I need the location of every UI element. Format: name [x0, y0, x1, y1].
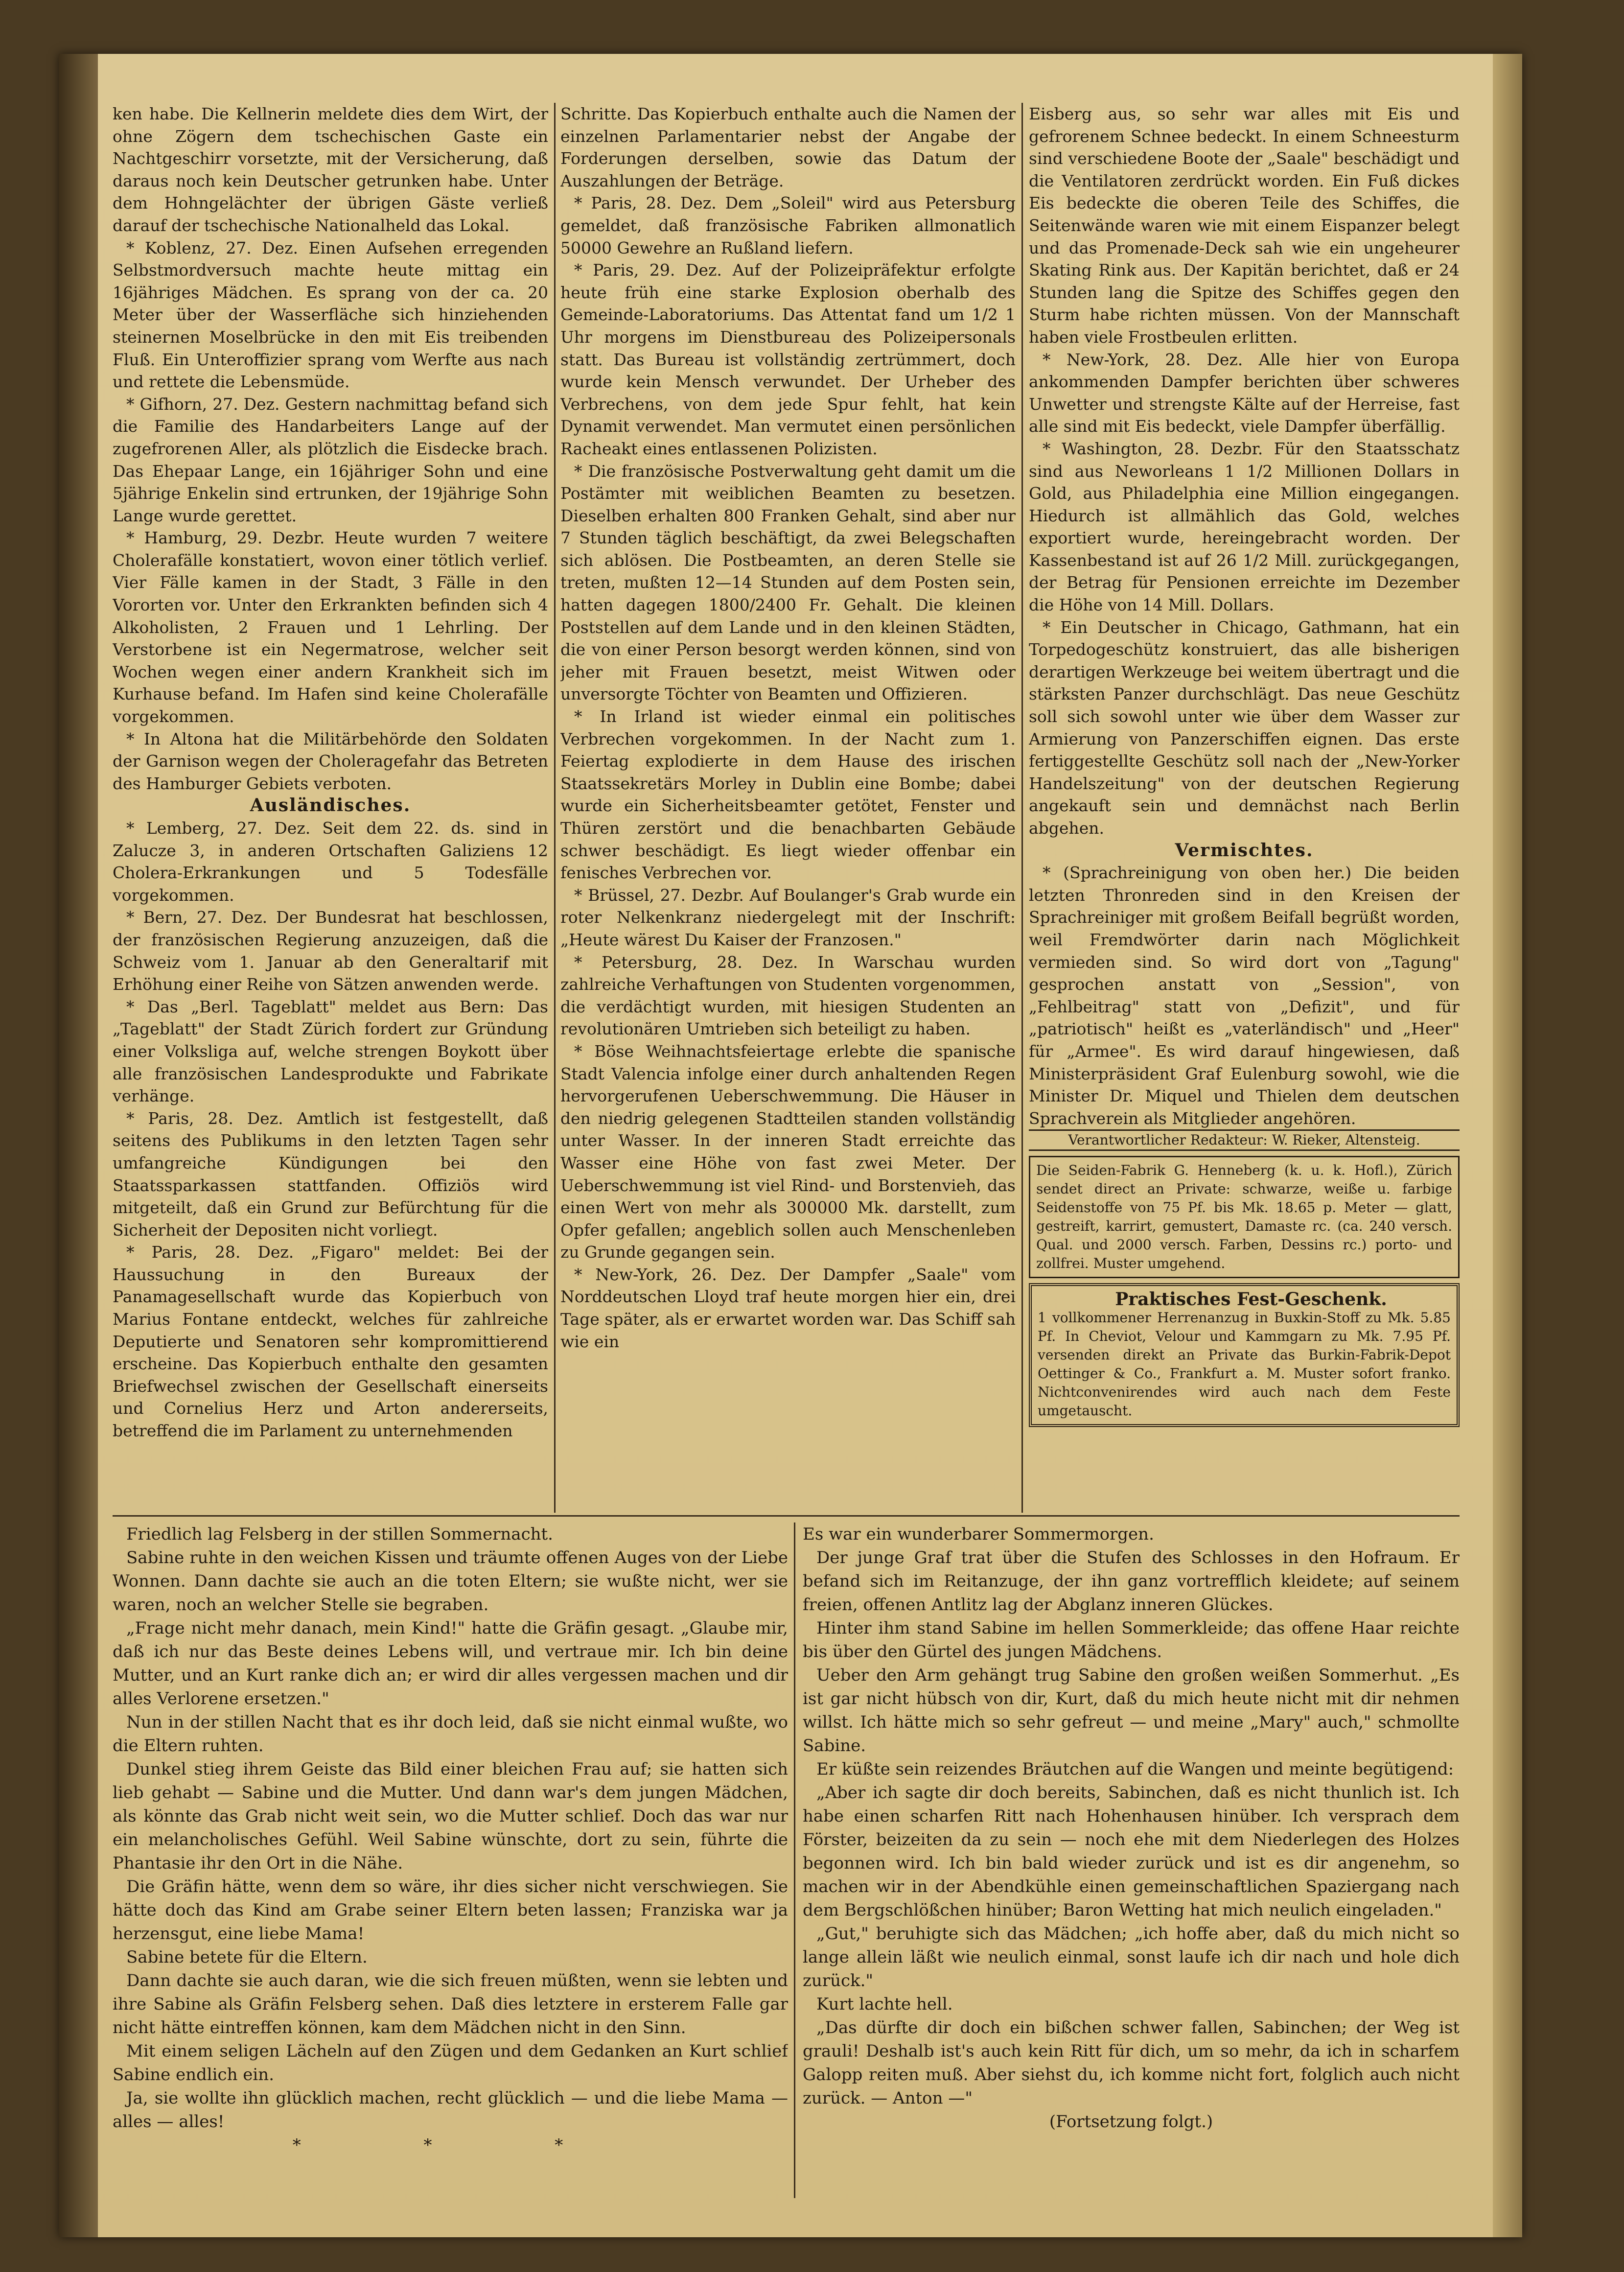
ad-title: Praktisches Fest-Geschenk. — [1115, 1289, 1387, 1310]
article-paris-1: * Paris, 28. Dez. Amtlich ist festgestellt, daß seitens des Publikums in den letzten Tagen sehr umfangreiche Kündigungen bei den Staatssparkassen stattfanden. Offiziös wird mitgeteilt, daß ein Grund zur Befürchtung für die Sicherheit der Depositen nicht vorliegt. — [113, 1108, 548, 1240]
article-koblenz: * Koblenz, 27. Dez. Einen Aufsehen erregenden Selbstmordversuch machte heute mittag ein 16jähriges Mädchen. Es sprang von der ca. 20 Meter über der Wasserfläche sich hinziehenden steinernen Moselbrücke in den mit Eis treibenden Fluß. Ein Unteroffizier sprang vom Werfte aus nach und rettete die Lebensmüde. — [113, 238, 548, 392]
article-bruessel: * Brüssel, 27. Dezbr. Auf Boulanger's Grab wurde ein roter Nelkenkranz niedergelegt mit der Inschrift: „Heute wärest Du Kaiser der Franzosen." — [560, 885, 1016, 949]
story-paragraph: Kurt lachte hell. — [816, 1994, 953, 2014]
article-paris-explosion: * Paris, 29. Dez. Auf der Polizeipräfektur erfolgte heute früh eine starke Explosion oberhalb des Gemeinde-Laboratoriums. Das Attentat fand um 1/2 1 Uhr morgens im Dienstbureau des Polizeipersonals statt. Das Bureau ist vollständig zertrümmert, doch wurde kein Mensch verwundet. Der Urheber des Verbrechens, von dem jede Spur fehlt, hat kein Dynamit verwendet. Man vermutet einen persönlichen Racheakt eines entlassenen Polizisten. — [560, 260, 1016, 458]
story-paragraph: Die Gräfin hätte, wenn dem so wäre, ihr dies sicher nicht verschwiegen. Sie hätte doch das Kind am Grabe seiner Eltern beten lassen; Franziska war ja herzensgut, eine liebe Mama! — [113, 1877, 788, 1944]
editor-line: Verantwortlicher Redakteur: W. Rieker, Altensteig. — [1029, 1129, 1460, 1151]
article-altona: * In Altona hat die Militärbehörde den Soldaten der Garnison wegen der Choleragefahr das Betreten des Hamburger Gebiets verboten. — [113, 729, 548, 793]
column-divider — [554, 103, 556, 1513]
article-new-york-1: * New-York, 26. Dez. Der Dampfer „Saale" vom Norddeutschen Lloyd traf heute morgen hier ein, drei Tage später, als er erwartet worden war. Das Schiff sah wie ein — [560, 1265, 1016, 1351]
story-paragraph: Es war ein wunderbarer Sommermorgen. — [803, 1524, 1154, 1544]
story-paragraph: Friedlich lag Felsberg in der stillen Sommernacht. — [126, 1524, 553, 1544]
article-lemberg: * Lemberg, 27. Dez. Seit dem 22. ds. sind in Zalucze 3, in anderen Ortschaften Galiziens 12 Cholera-Erkrankungen und 5 Todesfälle vorgekommen. — [113, 819, 548, 905]
story-column-right — [803, 1522, 1460, 2198]
section-heading-auslaendisches: Ausländisches. — [250, 795, 411, 816]
story-paragraph: Sabine ruhte in den weichen Kissen und träumte offenen Auges von der Liebe Wonnen. Dann dachte sie auch an die toten Eltern; sie wußte nicht, wer sie waren, noch an welcher Stelle sie begraben. — [113, 1548, 788, 1615]
feuilleton-divider — [113, 1515, 1460, 1517]
article-washington: * Washington, 28. Dezbr. Für den Staatsschatz sind aus Neworleans 1 1/2 Millionen Dollars in Gold, aus Philadelphia eine Million eingegangen. Hiedurch ist allmählich das Gold, welches exportiert wurde, hereingebracht worden. Der Kassenbestand ist auf 26 1/2 Mill. zurückgegangen, der Betrag für Pensionen erreichte im Dezember die Höhe von 14 Mill. Dollars. — [1029, 439, 1460, 615]
story-paragraph: „Gut," beruhigte sich das Mädchen; „ich hoffe aber, daß du mich nicht so lange allein läßt wie neulich einmal, sonst laufe ich dir nach und hole dich zurück." — [803, 1924, 1460, 1991]
story-paragraph: Nun in der stillen Nacht that es ihr doch leid, daß sie nicht einmal wußte, wo die Eltern ruhten. — [113, 1712, 788, 1756]
story-paragraph: Sabine betete für die Eltern. — [126, 1947, 368, 1967]
article-chicago: * Ein Deutscher in Chicago, Gathmann, hat ein Torpedogeschütz konstruiert, das alle bisherigen derartigen Werkzeuge bei weitem übertragt und die stärksten Panzer durchschlägt. Das neue Geschütz soll sich sowohl unter wie über dem Wasser zur Armierung von Panzerschiffen eignen. Das erste fertiggestellte Geschütz soll nach der „New-Yorker Handelszeitung" von der deutschen Regierung angekauft sein und demnächst nach Berlin abgehen. — [1029, 617, 1460, 838]
story-paragraph: „Das dürfte dir doch ein bißchen schwer fallen, Sabinchen; der Weg ist grauli! Deshalb ist's auch kein Ritt für dich, um so mehr, da ich in scharfem Galopp reiten muß. Aber siehst du, ich komme nicht fort, folglich auch nicht zurück. — Anton —" — [803, 2018, 1460, 2108]
page-edge — [1493, 54, 1522, 2237]
story-paragraph: Dunkel stieg ihrem Geiste das Bild einer bleichen Frau auf; sie hatten sich lieb gehabt — Sabine und die Mutter. Und dann war's dem jungen Mädchen, als könnte das Grab nicht weit sein, wo die Mutter schlief. Doch das war nur ein melancholisches Gefühl. Weil Sabine wünschte, dort zu sein, führte die Phantasie ihr den Ort in die Nähe. — [113, 1759, 788, 1873]
article-sprachreinigung: * (Sprachreinigung von oben her.) Die beiden letzten Thronreden sind in den Kreisen der Sprachreiniger mit großem Beifall begrüßt worden, weil Fremdwörter darin nach Möglichkeit vermieden sind. So wird dort von „Tagung" gesprochen anstatt von „Session", von „Fehlbeitrag" statt von „Defizit", und für „patriotisch" heißt es „vaterländisch" und „Heer" für „Armee". Es wird darauf hingewiesen, daß Ministerpräsident Graf Eulenburg sowohl, wie die Minister Dr. Miquel und Thielen dem deutschen Sprachverein als Mitglieder angehören. — [1029, 863, 1460, 1128]
story-paragraph: Mit einem seligen Lächeln auf den Zügen und dem Gedanken an Kurt schlief Sabine endlich ein. — [113, 2041, 788, 2085]
article-bern: * Bern, 27. Dez. Der Bundesrat hat beschlossen, der französischen Regierung anzuzeigen, daß die Schweiz vom 1. Januar ab den Generaltarif mit Erhöhung einer Reihe von Sätzen anwenden werde. — [113, 908, 548, 994]
story-column-left — [113, 1522, 788, 2198]
story-paragraph: Ja, sie wollte ihn glücklich machen, recht glücklich — und die liebe Mama — alles — alles! — [113, 2088, 788, 2131]
section-break-stars: * * * — [292, 2135, 622, 2155]
article-paris-figaro: * Paris, 28. Dez. „Figaro" meldet: Bei der Haussuchung in den Bureaux der Panamagesellschaft wurde das Kopierbuch von Marius Fontane entdeckt, welches für zahlreiche Deputierte und Senatoren sehr kompromittierend erscheine. Das Kopierbuch enthalte den gesamten Briefwechsel zwischen der Gesellschaft einerseits und Cornelius Herz und Arton andererseits, betreffend die im Parlament zu unternehmenden — [113, 1242, 548, 1441]
article-hamburg: * Hamburg, 29. Dezbr. Heute wurden 7 weitere Cholerafälle konstatiert, wovon einer tötlich verlief. Vier Fälle kamen in der Stadt, 3 Fälle in den Vororten vor. Unter den Erkrankten befinden sich 4 Alkoholisten, 2 Frauen und 1 Lehrling. Der Verstorbene ist ein Negermatrose, welcher seit Wochen wegen einer andern Krankheit sich im Kurhause befand. Im Hafen sind keine Cholerafälle vorgekommen. — [113, 528, 548, 726]
article-text: ken habe. Die Kellnerin meldete dies dem Wirt, der ohne Zögern dem tschechischen Gaste ein Nachtgeschirr vorsetzte, mit der Versicherung, daß daraus noch kein Deutscher getrunken habe. Unter dem Hohngelächter der übrigen Gäste verließ darauf der tschechische Nationalheld das Lokal. — [113, 104, 548, 235]
advertisement-henneberg — [1029, 1156, 1460, 1278]
newspaper-page — [59, 54, 1522, 2237]
article-paris-soleil: * Paris, 28. Dez. Dem „Soleil" wird aus Petersburg gemeldet, daß französische Fabriken allmonatlich 50000 Gewehre an Rußland liefern. — [560, 193, 1016, 258]
story-paragraph: Ueber den Arm gehängt trug Sabine den großen weißen Sommerhut. „Es ist gar nicht hübsch von dir, Kurt, daß du mich heute nicht mit dir nehmen willst. Ich hätte mich so sehr gefreut — und meine „Mary" auch," schmollte Sabine. — [803, 1665, 1460, 1756]
article-valencia: * Böse Weihnachtsfeiertage erlebte die spanische Stadt Valencia infolge einer durch anhaltenden Regen hervorgerufenen Ueberschwemmung. Die Häuser in den niedrig gelegenen Stadtteilen standen vollständig unter Wasser. In der inneren Stadt erreichte das Wasser eine Höhe von fast zwei Meter. Der Ueberschwemmung ist viel Rind- und Borstenvieh, das einen Wert von mehr als 300000 Mk. darstellt, zum Opfer gefallen; angeblich sollen auch Menschenleben zu Grunde gegangen sein. — [560, 1041, 1016, 1262]
column-divider — [1021, 103, 1023, 1513]
article-gifhorn: * Gifhorn, 27. Dez. Gestern nachmittag befand sich die Familie des Handarbeiters Lange auf der zugefrorenen Aller, als plötzlich die Eisdecke brach. Das Ehepaar Lange, ein 16jähriger Sohn und eine 5jährige Enkelin sind ertrunken, der 19jährige Sohn Lange wurde gerettet. — [113, 394, 548, 525]
story-paragraph: „Frage nicht mehr danach, mein Kind!" hatte die Gräfin gesagt. „Glaube mir, daß ich nur das Beste deines Lebens will, und vertraue mir. Ich bin deine Mutter, und an Kurt ranke dich an; er wird dir alles vergessen machen und dir alles Verlorene ersetzen." — [113, 1618, 788, 1709]
continuation-note: (Fortsetzung folgt.) — [1049, 2112, 1213, 2131]
article-text: Eisberg aus, so sehr war alles mit Eis und gefrorenem Schnee bedeckt. In einem Schneesturm sind verschiedene Boote der „Saale" beschädigt und die Ventilatoren zerdrückt worden. Ein Fuß dickes Eis bedeckte die oberen Teile des Schiffes, die Seitenwände waren wie mit einem Eispanzer belegt und das Promenade-Deck sah wie ein ungeheurer Skating Rink aus. Der Kapitän berichtet, daß er 24 Stunden lang die Spitze des Schiffes gegen den Sturm habe richten müssen. Von der Mannschaft haben viele Frostbeulen erlitten. — [1029, 104, 1460, 347]
article-postverwaltung: * Die französische Postverwaltung geht damit um die Postämter mit weiblichen Beamten zu besetzen. Dieselben erhalten 800 Franken Gehalt, sind aber nur 7 Stunden täglich beschäftigt, da zwei Belegschaften sich ablösen. Die Postbeamten, an deren Stelle sie treten, mußten 12—14 Stunden auf dem Posten sein, hatten dagegen 1800/2400 Fr. Gehalt. Die kleinen Poststellen auf dem Lande und in den kleinen Städten, die von einer Person besorgt werden können, sind von jeher mit Frauen besetzt, meist Witwen oder unversorgte Töchter von Beamten und Offizieren. — [560, 461, 1016, 704]
section-heading-vermischtes: Vermischtes. — [1175, 840, 1314, 861]
article-petersburg: * Petersburg, 28. Dez. In Warschau wurden zahlreiche Verhaftungen von Studenten vorgenommen, die verdächtigt wurden, mit hiesigen Studenten an revolutionären Umtrieben sich beteiligt zu haben. — [560, 952, 1016, 1039]
ad-text: 1 vollkommener Herrenanzug in Buxkin-Stoff zu Mk. 5.85 Pf. In Cheviot, Velour und Kammgarn zu Mk. 7.95 Pf. versenden direkt an Private das Burkin-Fabrik-Depot Oettinger & Co., Frankfurt a. M. Muster sofort franko. Nichtconvenirendes wird auch nach dem Feste umgetauscht. — [1038, 1310, 1451, 1419]
story-paragraph: Er küßte sein reizendes Bräutchen auf die Wangen und meinte begütigend: — [816, 1759, 1454, 1779]
article-new-york-2: * New-York, 28. Dez. Alle hier von Europa ankommenden Dampfer berichten über schweres Unwetter und strengste Kälte auf der Herreise, fast alle sind mit Eis bedeckt, viele Dampfer überfällig. — [1029, 350, 1460, 436]
article-text: Schritte. Das Kopierbuch enthalte auch die Namen der einzelnen Parlamentarier nebst der Angabe der Forderungen derselben, sowie das Datum der Auszahlungen der Beträge. — [560, 104, 1016, 190]
page-binding — [59, 54, 98, 2237]
story-paragraph: Dann dachte sie auch daran, wie die sich freuen müßten, wenn sie lebten und ihre Sabine als Gräfin Felsberg sehen. Daß dies letztere in ersterem Falle gar nicht hätte eintreffen können, kam dem Mädchen nicht in den Sinn. — [113, 1971, 788, 2038]
column-1 — [113, 103, 548, 1513]
story-paragraph: „Aber ich sagte dir doch bereits, Sabinchen, daß es nicht thunlich ist. Ich habe einen scharfen Ritt nach Hohenhausen hinüber. Ich versprach dem Förster, beizeiten da zu sein — noch ehe mit dem Niederlegen des Holzes begonnen wird. Ich bin bald wieder zurück und ist es dir angenehm, so machen wir in der Abendkühle einen gemeinschaftlichen Spaziergang nach dem Bergschlößchen hinüber; Baron Wetting hat mich neulich eingeladen." — [803, 1783, 1460, 1920]
ad-text: Die Seiden-Fabrik G. Henneberg (k. u. k. Hofl.), Zürich sendet direct an Private: schwarze, weiße u. farbige Seidenstoffe von 75 Pf. bis Mk. 18.65 p. Meter — glatt, gestreift, karrirt, gemustert, Damaste rc. (ca. 240 versch. Qual. und 2000 versch. Farben, Dessins rc.) porto- und zollfrei. Muster umgehend. — [1036, 1162, 1452, 1272]
article-berl-tageblatt: * Das „Berl. Tageblatt" meldet aus Bern: Das „Tageblatt" der Stadt Zürich fordert zur Gründung einer Volksliga auf, welche strengen Boykott über alle französischen Landesprodukte und Fabrikate verhänge. — [113, 997, 548, 1106]
column-3 — [1029, 103, 1460, 1513]
column-divider — [794, 1522, 795, 2198]
story-paragraph: Der junge Graf trat über die Stufen des Schlosses in den Hofraum. Er befand sich im Reitanzuge, der ihn ganz vortrefflich kleidete; auf seinem freien, offenen Antlitz lag der Abglanz inneren Glückes. — [803, 1548, 1460, 1615]
article-irland: * In Irland ist wieder einmal ein politisches Verbrechen vorgekommen. In der Nacht zum 1. Feiertag explodierte in dem Hause des irischen Staatssekretärs Morley in Dublin eine Bombe; dabei wurde ein Sicherheitsbeamter getötet, Fenster und Thüren zerstört und die benachbarten Gebäude schwer beschädigt. Es liegt wieder offenbar ein fenisches Verbrechen vor. — [560, 707, 1016, 883]
advertisement-fest-geschenk — [1029, 1283, 1460, 1427]
column-2 — [560, 103, 1016, 1513]
story-paragraph: Hinter ihm stand Sabine im hellen Sommerkleide; das offene Haar reichte bis über den Gürtel des jungen Mädchens. — [803, 1618, 1460, 1662]
